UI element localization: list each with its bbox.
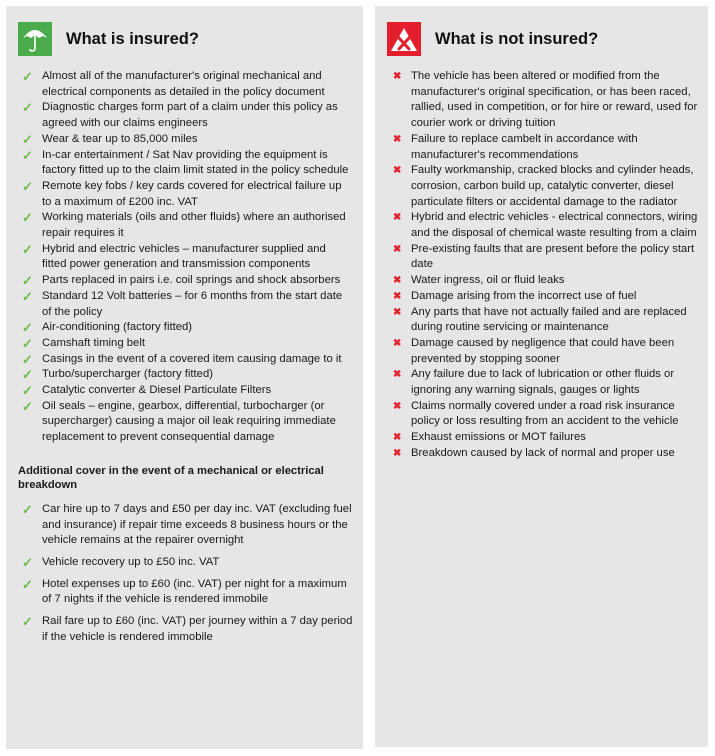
list-item-text: Vehicle recovery up to £50 inc. VAT xyxy=(42,555,220,568)
not-insured-title: What is not insured? xyxy=(435,29,599,48)
not-insured-list xyxy=(387,69,698,462)
list-item xyxy=(18,179,353,210)
check-icon: ✓ xyxy=(22,576,33,592)
check-icon: ✓ xyxy=(22,288,33,304)
umbrella-icon xyxy=(18,22,52,56)
list-item-text: Breakdown caused by lack of normal and proper use xyxy=(411,446,675,459)
not-insured-header xyxy=(387,19,698,59)
list-item-text: In-car entertainment / Sat Nav providing the equipment is factory fitted up to the claim limit stated in the policy schedule xyxy=(42,148,349,177)
list-item xyxy=(18,577,353,608)
cross-icon: ✖ xyxy=(393,432,402,444)
what-is-not-insured-panel xyxy=(375,6,708,747)
list-item xyxy=(387,242,698,273)
list-item-text: Claims normally covered under a road risk insurance policy or loss resulting from an accident to the vehicle xyxy=(411,399,679,428)
list-item-text: Hybrid and electric vehicles - electrical connectors, wiring and the disposal of chemical waste resulting from a claim xyxy=(411,211,698,240)
cross-icon: ✖ xyxy=(393,243,402,255)
check-icon: ✓ xyxy=(22,335,33,351)
list-item-text: Diagnostic charges form part of a claim under this policy as agreed with our claims engineers xyxy=(42,101,338,130)
cross-icon: ✖ xyxy=(393,447,402,459)
additional-cover-heading: Additional cover in the event of a mechanical or electrical breakdown xyxy=(18,464,324,492)
insured-list xyxy=(18,69,353,446)
list-item xyxy=(18,69,353,100)
check-icon: ✓ xyxy=(22,241,33,257)
check-icon: ✓ xyxy=(22,501,33,517)
list-item xyxy=(18,383,353,399)
list-item-text: Damage caused by negligence that could have been prevented by stopping sooner xyxy=(411,336,675,365)
cross-icon: ✖ xyxy=(393,337,402,349)
check-icon: ✓ xyxy=(22,273,33,289)
list-item-text: Pre-existing faults that are present before the policy start date xyxy=(411,242,695,271)
check-icon: ✓ xyxy=(22,178,33,194)
list-item-text: Car hire up to 7 days and £50 per day inc. VAT (excluding fuel and insurance) if repair time exceeds 8 business hours or the vehicle remains at the repairer overnight xyxy=(42,502,352,547)
cross-icon: ✖ xyxy=(393,400,402,412)
list-item-text: Rail fare up to £60 (inc. VAT) per journey within a 7 day period if the vehicle is rendered immobile xyxy=(42,615,353,643)
list-item xyxy=(387,367,698,398)
list-item xyxy=(387,399,698,430)
list-item xyxy=(387,336,698,367)
check-icon: ✓ xyxy=(22,614,33,630)
check-icon: ✓ xyxy=(22,351,33,367)
list-item-text: Water ingress, oil or fluid leaks xyxy=(411,274,565,287)
list-item xyxy=(18,399,353,446)
list-item xyxy=(18,320,353,336)
list-item xyxy=(387,289,698,305)
list-item xyxy=(18,336,353,352)
list-item xyxy=(387,430,698,446)
list-item xyxy=(18,555,353,571)
list-item-text: Standard 12 Volt batteries – for 6 months from the start date of the policy xyxy=(42,289,343,318)
list-item xyxy=(18,242,353,273)
check-icon: ✓ xyxy=(22,147,33,163)
list-item xyxy=(387,273,698,289)
list-item-text: Hybrid and electric vehicles – manufacturer supplied and fitted power generation and transmission components xyxy=(42,242,326,271)
list-item xyxy=(18,132,353,148)
list-item-text: Any parts that have not actually failed and are replaced during routine servicing or maintenance xyxy=(411,305,687,334)
check-icon: ✓ xyxy=(22,367,33,383)
check-icon: ✓ xyxy=(22,100,33,116)
list-item xyxy=(387,163,698,210)
list-item-text: Air-conditioning (factory fitted) xyxy=(42,321,193,334)
check-icon: ✓ xyxy=(22,320,33,336)
list-item-text: Remote key fobs / key cards covered for electrical failure up to a maximum of £200 inc. VAT xyxy=(42,179,342,208)
list-item xyxy=(18,352,353,368)
list-item xyxy=(18,100,353,131)
list-item-text: Turbo/supercharger (factory fitted) xyxy=(42,368,213,381)
list-item-text: Exhaust emissions or MOT failures xyxy=(411,431,586,444)
cross-icon: ✖ xyxy=(393,165,402,177)
list-item xyxy=(18,289,353,320)
check-icon: ✓ xyxy=(22,131,33,147)
list-item xyxy=(387,132,698,163)
list-item-text: Camshaft timing belt xyxy=(42,336,145,349)
list-item xyxy=(18,367,353,383)
list-item-text: Casings in the event of a covered item causing damage to it xyxy=(42,352,342,365)
list-item-text: The vehicle has been altered or modified from the manufacturer's original specification, or has been raced, rallied, used in competition, or for hire or reward, used for courier work or driving tuition xyxy=(411,70,698,130)
list-item-text: Any failure due to lack of lubrication or other fluids or ignoring any warning signals, gauges or lights xyxy=(411,368,675,397)
list-item-text: Catalytic converter & Diesel Particulate Filters xyxy=(42,384,272,397)
list-item-text: Almost all of the manufacturer's original mechanical and electrical components as detailed in the policy document xyxy=(42,70,325,98)
list-item xyxy=(18,210,353,241)
cross-icon: ✖ xyxy=(393,275,402,287)
check-icon: ✓ xyxy=(22,210,33,226)
list-item-text: Failure to replace cambelt in accordance with manufacturer's recommendations xyxy=(411,132,638,161)
list-item xyxy=(387,69,698,132)
list-item xyxy=(18,273,353,289)
cross-icon: ✖ xyxy=(393,306,402,318)
additional-cover-list xyxy=(18,502,353,646)
list-item-text: Faulty workmanship, cracked blocks and cylinder heads, corrosion, carbon build up, catalytic converter, diesel particulate filters or accidental damage to the radiator xyxy=(411,164,694,208)
insured-title: What is insured? xyxy=(66,29,199,48)
check-icon: ✓ xyxy=(22,383,33,399)
list-item-text: Oil seals – engine, gearbox, differential, turbocharger (or supercharger) causing a major oil leak requiring immediate replacement to prevent consequential damage xyxy=(42,399,336,444)
check-icon: ✓ xyxy=(22,69,33,84)
cross-icon: ✖ xyxy=(393,369,402,381)
cross-icon: ✖ xyxy=(393,290,402,302)
warning-cross-icon xyxy=(387,22,421,56)
list-item-text: Wear & tear up to 85,000 miles xyxy=(42,132,198,145)
list-item-text: Parts replaced in pairs i.e. coil springs and shock absorbers xyxy=(42,274,341,287)
list-item-text: Hotel expenses up to £60 (inc. VAT) per night for a maximum of 7 nights if the vehicle is rendered immobile xyxy=(42,577,347,606)
list-item xyxy=(18,148,353,179)
list-item xyxy=(387,446,698,462)
list-item xyxy=(18,502,353,549)
cross-icon: ✖ xyxy=(393,133,402,145)
list-item-text: Damage arising from the incorrect use of fuel xyxy=(411,289,637,302)
list-item xyxy=(18,614,353,645)
cross-icon: ✖ xyxy=(393,212,402,224)
list-item xyxy=(387,305,698,336)
check-icon: ✓ xyxy=(22,398,33,414)
cross-icon: ✖ xyxy=(393,71,402,82)
list-item-text: Working materials (oils and other fluids) where an authorised repair requires it xyxy=(42,211,346,240)
list-item xyxy=(387,210,698,241)
check-icon: ✓ xyxy=(22,554,33,570)
what-is-insured-panel xyxy=(6,6,363,749)
insured-header xyxy=(18,19,353,59)
